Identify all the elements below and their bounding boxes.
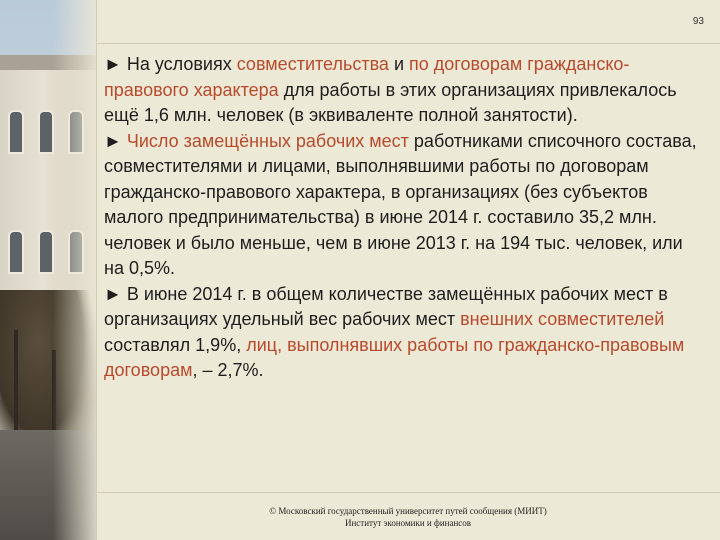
highlighted-phrase: лиц, выполнявших работы по гражданско-правовым договорам	[104, 334, 685, 380]
vertical-divider	[96, 0, 97, 540]
bullet-marker: ►	[104, 54, 122, 74]
highlighted-phrase: внешних совместителей	[460, 309, 665, 329]
highlighted-phrase: по договорам гражданско-правового характера	[104, 54, 630, 100]
bullet-paragraph	[104, 52, 704, 129]
top-divider	[96, 43, 720, 44]
text-run: работниками списочного состава, совместителями и лицами, выполнявшими работы по договорам гражданско-правового характера, в организациях (без субъектов малого предпринимательства) в июне 2014 г. составило 35,2 млн. человек и было меньше, чем в июне 2013 г. на 194 тыс. человек, или на 0,5%.	[104, 130, 697, 278]
text-run: На условиях	[126, 54, 237, 74]
text-run: для работы в этих организациях привлекалось ещё 1,6 млн. человек (в эквиваленте полной занятости).	[104, 79, 677, 125]
building-photo	[0, 0, 96, 540]
text-run: В июне 2014 г. в общем количестве замещённых рабочих мест в организациях удельный вес рабочих мест	[104, 283, 668, 329]
bullet-marker: ►	[104, 130, 122, 151]
highlighted-phrase: Число замещённых рабочих мест	[126, 130, 409, 151]
footer	[96, 505, 720, 529]
text-run: , – 2,7%.	[192, 360, 264, 380]
bullet-marker: ►	[104, 283, 122, 304]
text-run: и	[388, 54, 410, 74]
highlighted-phrase: совместительства	[236, 54, 389, 74]
text-run: составлял 1,9%,	[104, 334, 247, 355]
bullet-paragraph	[104, 282, 704, 384]
slide-number: 93	[692, 16, 704, 27]
footer-institute: Институт экономики и финансов	[344, 518, 472, 528]
bottom-divider	[96, 492, 720, 493]
footer-copyright: © Московский государственный университет путей сообщения (МИИТ)	[269, 506, 547, 516]
slide-body	[104, 52, 704, 384]
bullet-paragraph	[104, 129, 704, 282]
photo-fade-overlay	[0, 0, 96, 540]
